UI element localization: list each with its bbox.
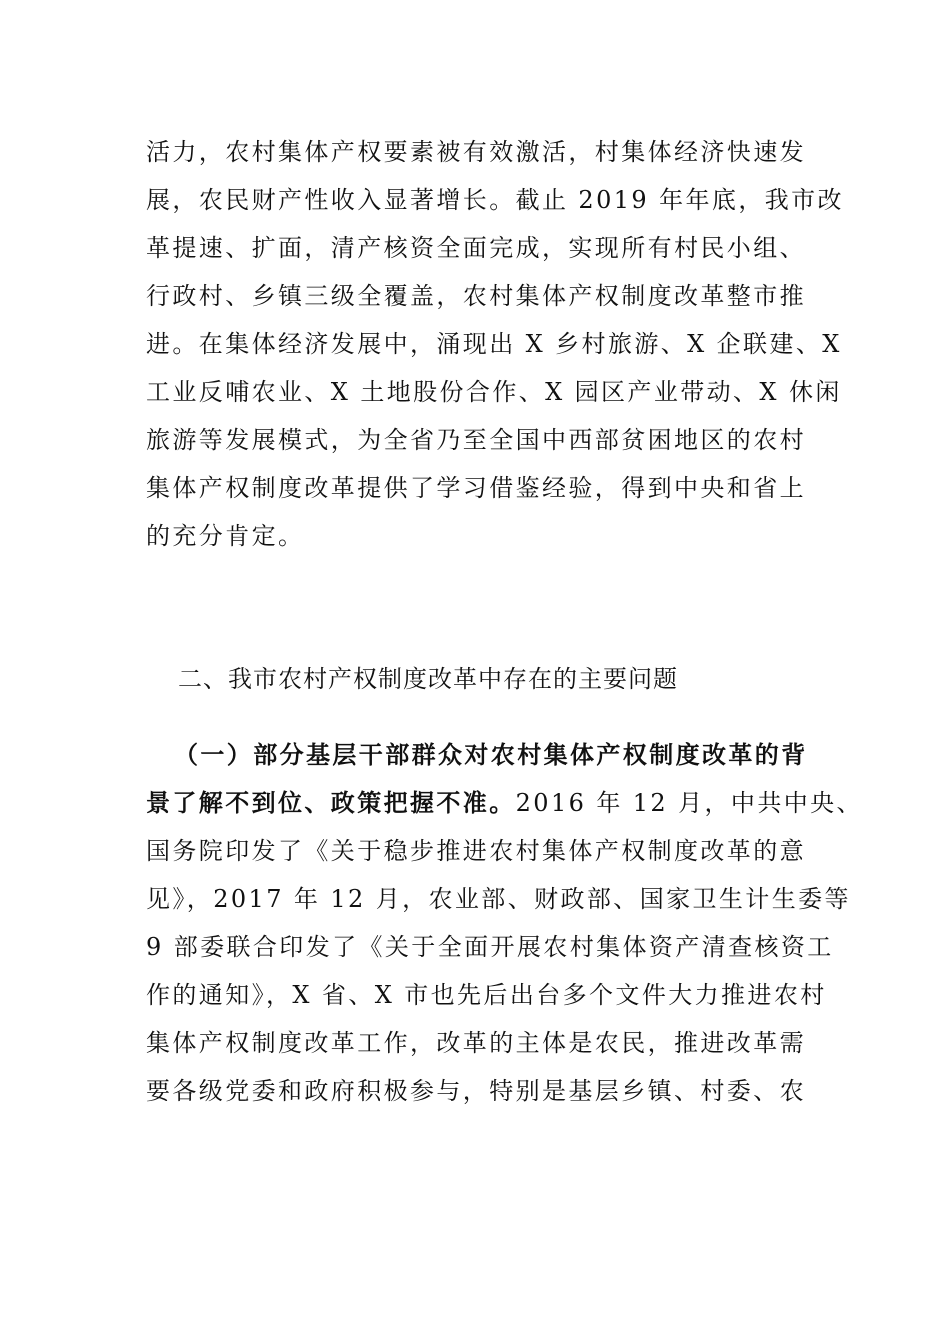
subheading-tail: 景了解不到位、政策把握不准。 — [146, 788, 516, 817]
text-line: 进。在集体经济发展中，涌现出 X 乡村旅游、X 企联建、X — [146, 330, 842, 358]
text-line: 工业反哺农业、X 土地股份合作、X 园区产业带动、X 休闲 — [146, 378, 842, 406]
text-line: 集体产权制度改革工作，改革的主体是农民，推进改革需 — [146, 1029, 806, 1057]
text-line: 国务院印发了《关于稳步推进农村集体产权制度改革的意 — [146, 837, 806, 865]
section-heading: 二、我市农村产权制度改革中存在的主要问题 — [178, 665, 678, 693]
body-paragraph-1 — [146, 128, 844, 560]
text-line: 旅游等发展模式，为全省乃至全国中西部贫困地区的农村 — [146, 426, 806, 454]
text-line: 要各级党委和政府积极参与，特别是基层乡镇、村委、农 — [146, 1077, 806, 1105]
text-line: 革提速、扩面，清产核资全面完成，实现所有村民小组、 — [146, 234, 806, 262]
text-line: 的充分肯定。 — [146, 522, 305, 550]
text-line: 9 部委联合印发了《关于全面开展农村集体资产清查核资工 — [146, 933, 834, 961]
text-line: 展，农民财产性收入显著增长。截止 2019 年年底，我市改 — [146, 186, 844, 214]
subheading-line: （一）部分基层干部群众对农村集体产权制度改革的背 — [174, 740, 808, 769]
text-line: 活力，农村集体产权要素被有效激活，村集体经济快速发 — [146, 138, 806, 166]
text-line: 集体产权制度改革提供了学习借鉴经验，得到中央和省上 — [146, 474, 806, 502]
mixed-line — [146, 779, 863, 827]
text-line: 见》，2017 年 12 月，农业部、财政部、国家卫生计生委等 — [146, 885, 851, 913]
body-paragraph-2 — [146, 731, 863, 1115]
text-line: 行政村、乡镇三级全覆盖，农村集体产权制度改革整市推 — [146, 282, 806, 310]
text-run: 2016 年 12 月，中共中央、 — [515, 789, 863, 817]
text-line: 作的通知》，X 省、X 市也先后出台多个文件大力推进农村 — [146, 981, 827, 1009]
